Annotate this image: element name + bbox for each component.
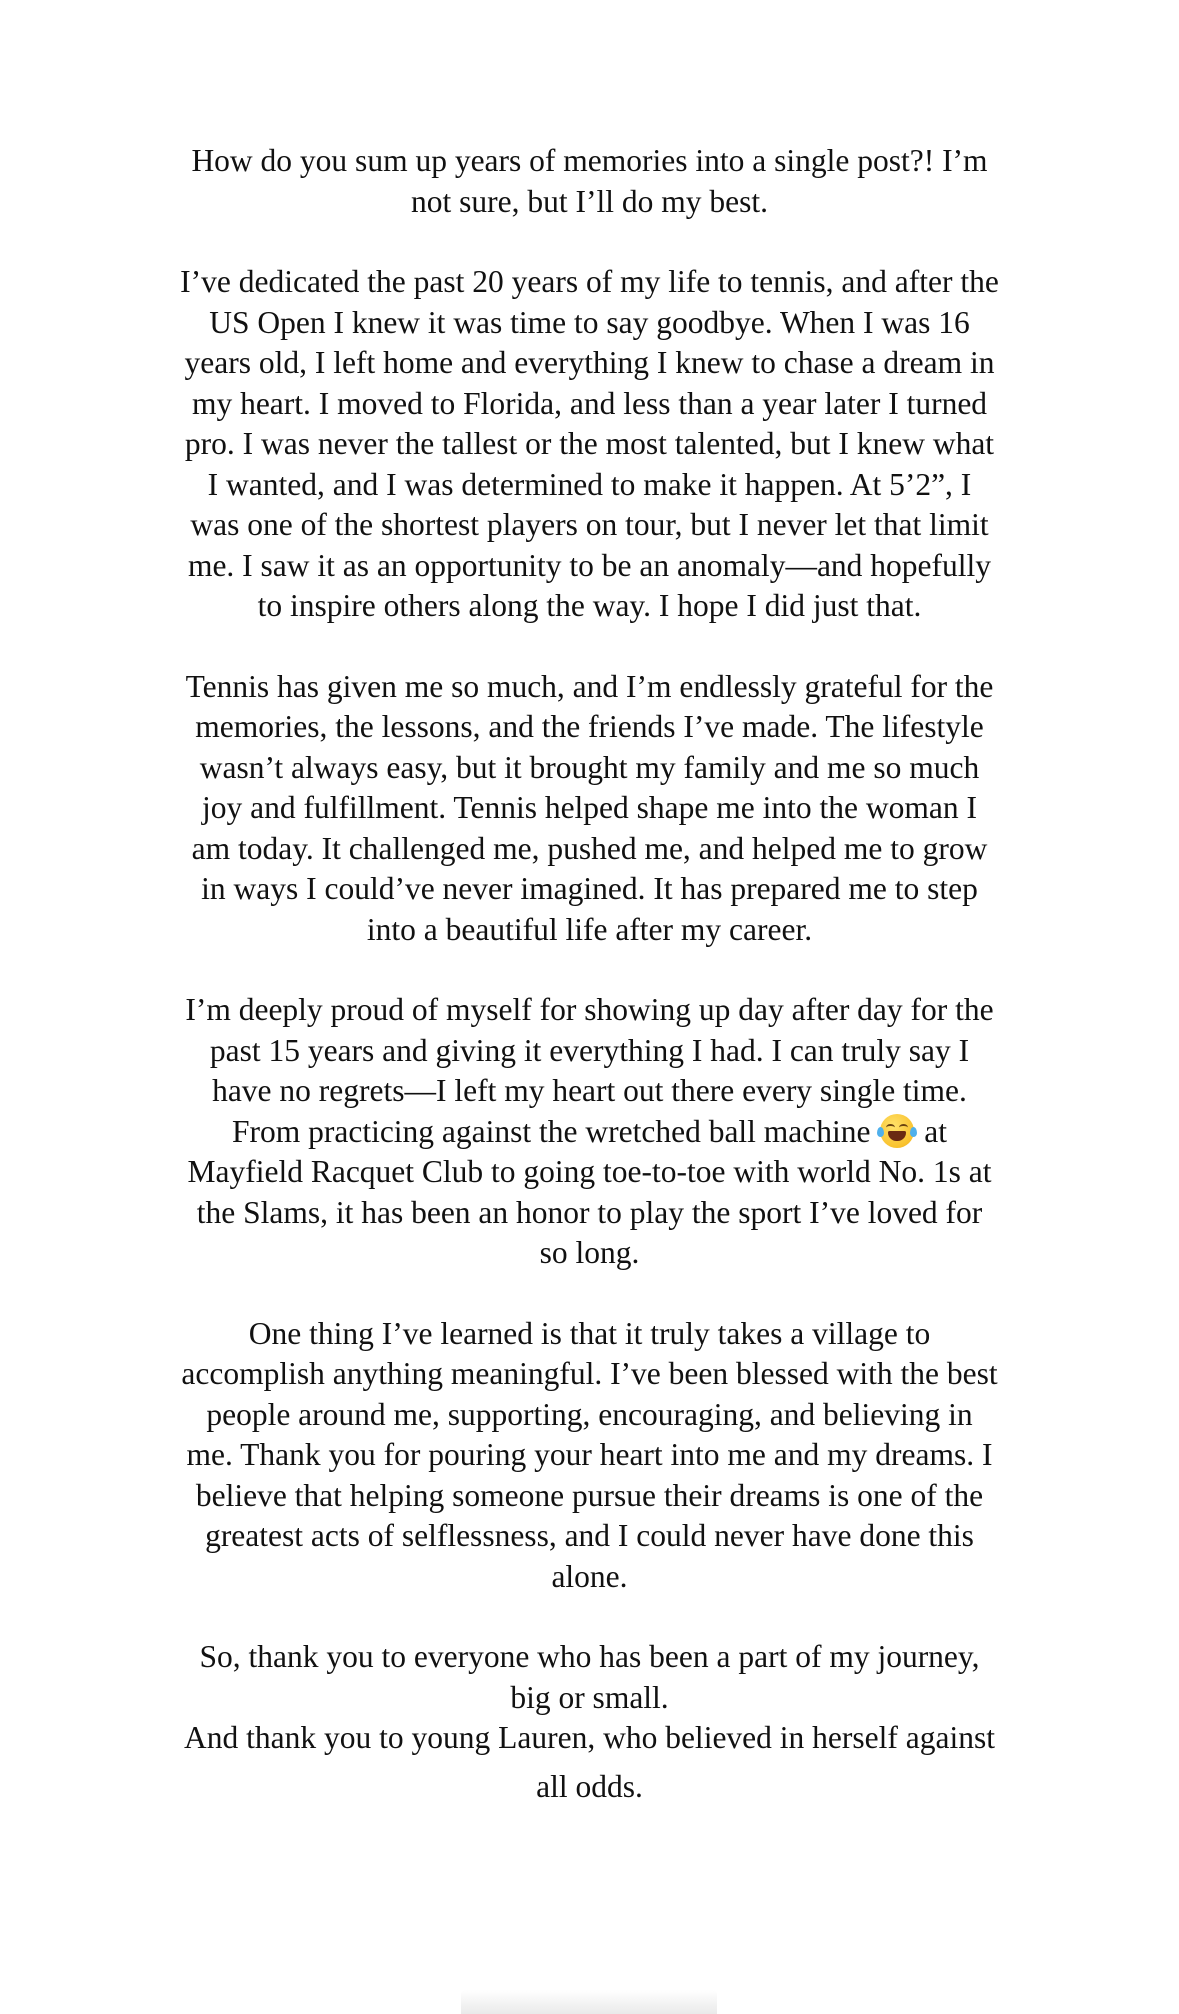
text-line: US Open I knew it was time to say goodbye. When I was 16 xyxy=(209,304,970,340)
text-line: so long. xyxy=(539,1235,640,1270)
statement-text xyxy=(138,141,1041,1807)
text-line: in ways I could’ve never imagined. It has prepared me to step xyxy=(201,871,978,906)
text-line: not sure, but I’ll do my best. xyxy=(411,183,768,219)
text-line: wasn’t always easy, but it brought my family and me so much xyxy=(199,749,980,785)
paragraph-5 xyxy=(138,1314,1041,1598)
text-line: accomplish anything meaningful. I’ve been blessed with the best xyxy=(181,1356,998,1391)
paragraph-4 xyxy=(138,990,1041,1274)
paragraph-2 xyxy=(138,262,1041,627)
text-line: memories, the lessons, and the friends I’ve made. The lifestyle xyxy=(195,709,984,744)
paragraph-6 xyxy=(138,1637,1041,1807)
text-line: big or small. xyxy=(510,1679,669,1715)
text-segment: From practicing against the wretched ball machine xyxy=(231,1113,871,1149)
text-line: past 15 years and giving it everything I had. I can truly say I xyxy=(209,1032,970,1068)
text-line: me. I saw it as an opportunity to be an anomaly—and hopefully xyxy=(187,547,992,583)
paragraph-1 xyxy=(138,141,1041,222)
text-line: alone. xyxy=(551,1558,628,1594)
text-segment: at xyxy=(924,1113,947,1149)
text-line: joy and fulfillment. Tennis helped shape me into the woman I xyxy=(202,790,977,825)
text-line: my heart. I moved to Florida, and less than a year later I turned xyxy=(191,385,988,421)
text-line: me. Thank you for pouring your heart into me and my dreams. I xyxy=(186,1437,993,1472)
text-line: And thank you to young Lauren, who believed in herself against xyxy=(184,1720,995,1755)
text-line: greatest acts of selflessness, and I could never have done this xyxy=(205,1518,974,1553)
text-line: I’m deeply proud of myself for showing up day after day for the xyxy=(185,992,994,1027)
bottom-fade xyxy=(461,1990,717,2014)
text-line: all odds. xyxy=(536,1768,643,1804)
text-line: into a beautiful life after my career. xyxy=(366,911,813,947)
text-line: Tennis has given me so much, and I’m endlessly grateful for the xyxy=(185,668,994,704)
text-line: was one of the shortest players on tour, but I never let that limit xyxy=(190,507,989,542)
text-line: How do you sum up years of memories into a single post?! I’m xyxy=(191,143,988,178)
text-line: I’ve dedicated the past 20 years of my life to tennis, and after the xyxy=(180,264,999,299)
text-line: years old, I left home and everything I knew to chase a dream in xyxy=(184,345,995,380)
text-line-with-emoji xyxy=(138,1112,1041,1153)
paragraph-3 xyxy=(138,667,1041,951)
text-line: people around me, supporting, encouraging, and believing in xyxy=(206,1396,973,1432)
text-line: am today. It challenged me, pushed me, and helped me to grow xyxy=(191,830,988,866)
text-line: I wanted, and I was determined to make it happen. At 5’2”, I xyxy=(207,466,972,502)
text-line: to inspire others along the way. I hope I did just that. xyxy=(257,588,922,623)
text-line: believe that helping someone pursue their dreams is one of the xyxy=(195,1477,984,1513)
text-line: One thing I’ve learned is that it truly takes a village to xyxy=(248,1315,931,1351)
text-line: pro. I was never the tallest or the most talented, but I knew what xyxy=(184,426,995,461)
text-line: have no regrets—I left my heart out there every single time. xyxy=(212,1073,967,1108)
face-with-tears-of-joy-icon xyxy=(880,1114,914,1148)
text-line: So, thank you to everyone who has been a part of my journey, xyxy=(199,1639,980,1674)
text-line: Mayfield Racquet Club to going toe-to-toe with world No. 1s at xyxy=(187,1154,992,1189)
text-line: the Slams, it has been an honor to play the sport I’ve loved for xyxy=(196,1194,983,1230)
